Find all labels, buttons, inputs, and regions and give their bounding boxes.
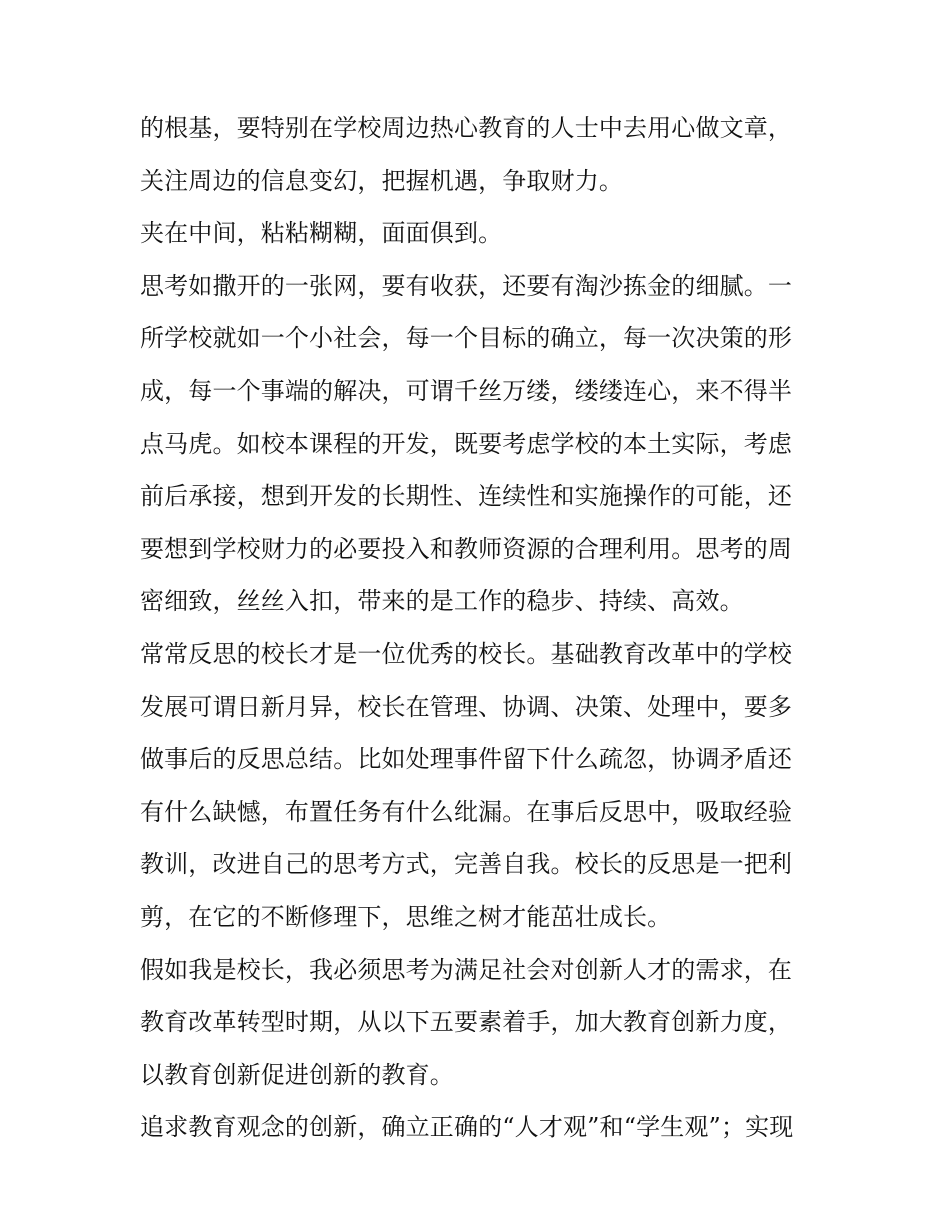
text-line: 剪，在它的不断修理下，思维之树才能茁壮成长。 [140,902,672,931]
text-line: 追求教育观念的创新，确立正确的“人才观”和“学生观”；实现 [140,1113,794,1142]
text-line: 常常反思的校长才是一位优秀的校长。基础教育改革中的学校 [140,639,793,668]
text-line: 密细致，丝丝入扣，带来的是工作的稳步、持续、高效。 [140,587,744,616]
text-line: 关注周边的信息变幻，把握机遇，争取财力。 [140,166,623,195]
text-line: 以教育创新促进创新的教育。 [140,1060,454,1089]
text-line: 夹在中间，粘粘糊糊，面面俱到。 [140,219,503,248]
text-line: 成，每一个事端的解决，可谓千丝万缕，缕缕连心，来不得半 [140,376,793,405]
text-line: 思考如撒开的一张网，要有收获，还要有淘沙拣金的细腻。一 [140,271,793,300]
body-text [140,102,815,1154]
text-line: 点马虎。如校本课程的开发，既要考虑学校的本土实际，考虑 [140,429,793,458]
text-line: 发展可谓日新月异，校长在管理、协调、决策、处理中，要多 [140,692,793,721]
text-line: 前后承接，想到开发的长期性、连续性和实施操作的可能，还 [140,482,793,511]
text-line: 教育改革转型时期，从以下五要素着手，加大教育创新力度， [140,1008,793,1037]
text-line: 所学校就如一个小社会，每一个目标的确立，每一次决策的形 [140,324,793,353]
text-line: 要想到学校财力的必要投入和教师资源的合理利用。思考的周 [140,534,793,563]
text-line: 做事后的反思总结。比如处理事件留下什么疏忽，协调矛盾还 [140,745,793,774]
text-line: 假如我是校长，我必须思考为满足社会对创新人才的需求，在 [140,955,793,984]
text-line: 有什么缺憾，布置任务有什么纰漏。在事后反思中，吸取经验 [140,797,793,826]
text-line: 教训，改进自己的思考方式，完善自我。校长的反思是一把利 [140,850,793,879]
text-line: 的根基，要特别在学校周边热心教育的人士中去用心做文章， [140,114,793,142]
